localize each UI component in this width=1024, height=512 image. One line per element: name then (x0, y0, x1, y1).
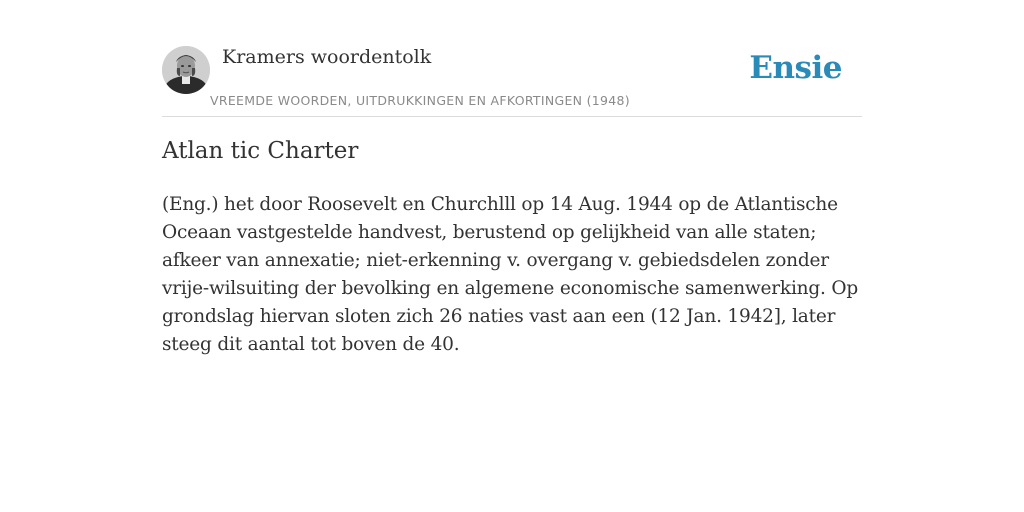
entry-card (162, 0, 862, 512)
ensie-logo[interactable]: Ensie (749, 50, 842, 86)
entry-definition: (Eng.) het door Roosevelt en Churchlll op 14 Aug. 1944 op de Atlantische Oceaan vastgestelde handvest, berustend op gelijkheid van alle staten; afkeer van annexatie; niet-erkenning v. overgang v. gebiedsdelen zonder vrije-wilsuiting der bevolking en algemene economische samenwerking. Op grondslag hiervan sloten zich 26 naties vast aan een (12 Jan. 1942], later steeg dit aantal tot boven de 40. (162, 194, 858, 355)
source-title[interactable]: Kramers woordentolk (222, 46, 432, 68)
entry-title: Atlan tic Charter (162, 138, 359, 164)
source-header (162, 0, 862, 117)
source-subtitle: VREEMDE WOORDEN, UITDRUKKINGEN EN AFKORTINGEN (1948) (210, 93, 630, 108)
portrait-icon[interactable] (162, 46, 210, 94)
